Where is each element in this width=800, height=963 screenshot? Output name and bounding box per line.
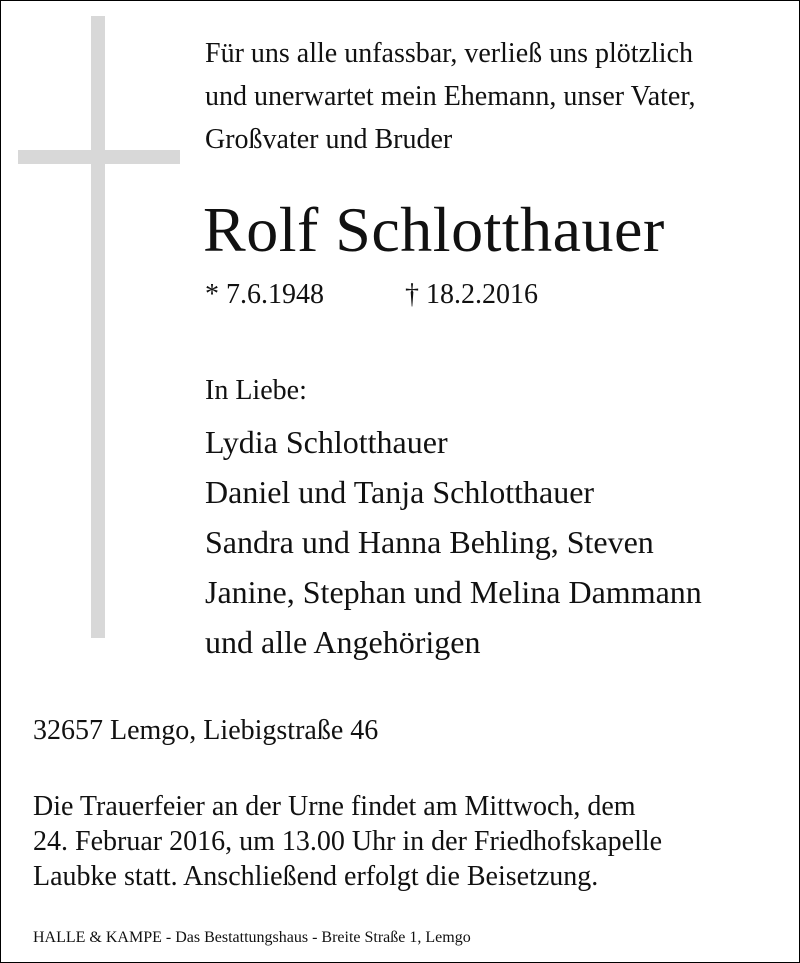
intro-line: Großvater und Bruder <box>205 124 453 155</box>
funeral-home-footer: HALLE & KAMPE - Das Bestattungshaus - Breite Straße 1, Lemgo <box>33 929 471 946</box>
service-info <box>33 789 662 894</box>
intro-line: Für uns alle unfassbar, verließ uns plötzlich <box>205 38 693 69</box>
mourner-line: Sandra und Hanna Behling, Steven <box>205 524 654 560</box>
mourner-line: Daniel und Tanja Schlotthauer <box>205 474 595 510</box>
deceased-name: Rolf Schlotthauer <box>203 194 665 265</box>
cross-icon-horizontal-beam <box>18 150 180 164</box>
service-line: Die Trauerfeier an der Urne findet am Mittwoch, dem <box>33 791 636 822</box>
mourners-list <box>205 417 702 667</box>
service-line: 24. Februar 2016, um 13.00 Uhr in der Friedhofskapelle <box>33 826 663 857</box>
death-date: † 18.2.2016 <box>405 279 538 310</box>
love-label: In Liebe: <box>205 375 307 406</box>
mourner-line: und alle Angehörigen <box>205 624 481 660</box>
life-dates <box>205 277 538 313</box>
intro-line: und unerwartet mein Ehemann, unser Vater, <box>205 81 696 112</box>
birth-date: * 7.6.1948 <box>205 279 324 310</box>
intro-text <box>205 32 795 161</box>
service-line: Laubke statt. Anschließend erfolgt die Beisetzung. <box>33 861 599 892</box>
cross-icon-vertical-beam <box>91 16 105 638</box>
address: 32657 Lemgo, Liebigstraße 46 <box>33 715 379 746</box>
mourner-line: Janine, Stephan und Melina Dammann <box>205 574 702 610</box>
mourner-line: Lydia Schlotthauer <box>205 424 448 460</box>
